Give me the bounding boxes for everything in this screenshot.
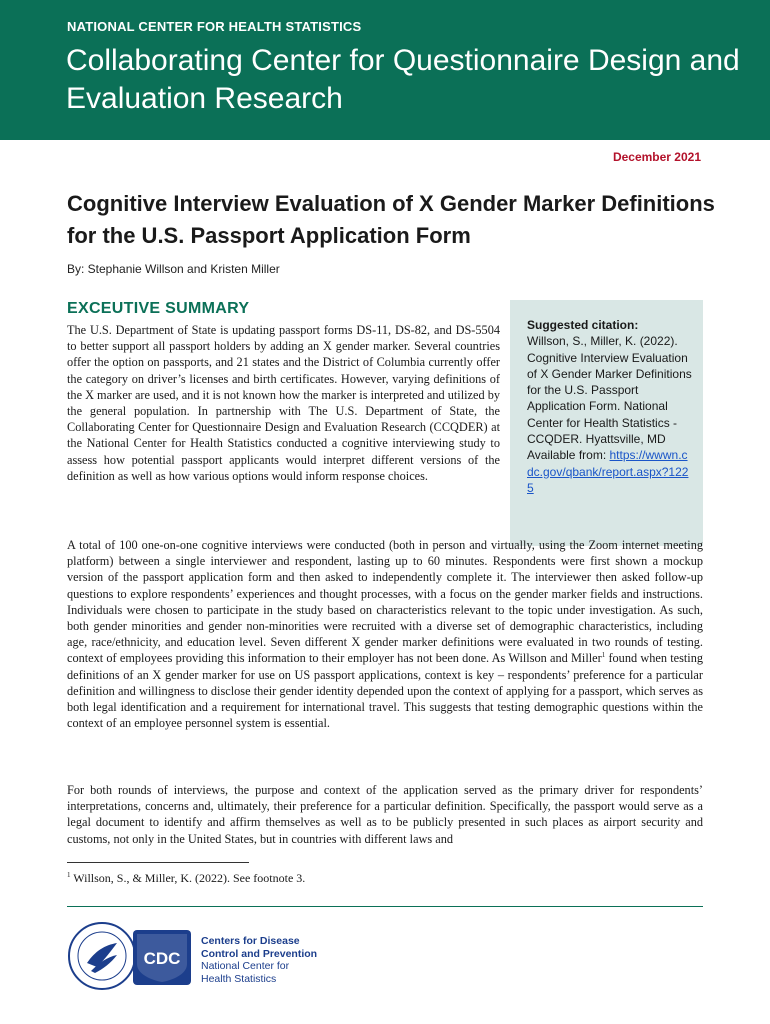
org-line-2: Control and Prevention: [201, 947, 318, 960]
paragraph-2-text-a: A total of 100 one-on-one cognitive interviews were conducted (both in person and virtually, using the Zoom internet meeting platform) between a single interviewer and respondent, lasting up to 60 minutes. Respondents were first shown a mockup version of the passport application form and then asked to independently complete it. The interviewer then asked follow-up questions to explore respondents’ experiences and thought processes, with a focus on the gender marker fields and instructions. Individuals were chosen to participate in the study based on characteristics relevant to the topic under investigation. As such, both gender minorities and gender non-minorities were recruited with a diverse set of demographic characteristics, including age, race/ethnicity, and education level. Seven different X gender marker definitions were evaluated in two rounds of testing. context of employees providing this information to their employer has not been done. As Willson and Miller: [67, 538, 703, 666]
org-line-4: Health Statistics: [201, 972, 277, 985]
publication-date: December 2021: [612, 150, 701, 164]
footnote-text: Willson, S., & Miller, K. (2022). See footnote 3.: [70, 871, 306, 885]
document-title: Cognitive Interview Evaluation of X Gender Marker Definitions for the U.S. Passport Application Form: [67, 191, 715, 248]
cdc-org-name: [201, 935, 317, 985]
executive-summary-heading: EXCEUTIVE SUMMARY: [67, 300, 250, 317]
hhs-seal-icon: [67, 921, 137, 991]
cdc-logo-icon: [133, 930, 191, 985]
summary-paragraph-2: [67, 537, 703, 731]
byline: By: Stephanie Willson and Kristen Miller: [67, 262, 280, 276]
footnote: [67, 871, 305, 886]
footnote-ref[interactable]: 1: [601, 651, 606, 660]
cdc-mark-text: CDC: [143, 949, 181, 968]
center-name: Collaborating Center for Questionnaire Design and Evaluation Research: [66, 44, 740, 115]
citation-box: [510, 300, 703, 546]
report-link[interactable]: https://wwwn.cdc.gov/qbank/report.aspx?1225: [527, 448, 689, 495]
paragraph-2-text-b: found when testing definitions of an X gender marker for use on US passport applications, context is key – respondents’ preference for a particular definition and willingness to disclose their gender identity depended upon the context of applying for a passport, which serves as both legal identification and a requirement for international travel. This suggests that testing demographic questions within the context of an employee personnel system is essential.: [67, 651, 703, 731]
citation-text: Willson, S., Miller, K. (2022). Cognitive Interview Evaluation of X Gender Marker Definitions for the U.S. Passport Application Form. National Center for Health Statistics - CCQDER. Hyattsville, MD Available from:: [527, 334, 692, 463]
summary-paragraph-1: The U.S. Department of State is updating passport forms DS-11, DS-82, and DS-5504 to better support all passport holders by adding an X gender marker. Several countries offer the option on passports, and 21 states and the District of Columbia currently offer the category on driver’s licenses and birth certificates. However, varying definitions of the X marker are used, and it is not known how the marker is interpreted and utilized by the general population. In partnership with The U.S. Department of State, the Collaborating Center for Questionnaire Design and Evaluation Research (CCQDER) at the National Center for Health Statistics conducted a cognitive interviewing study to assess how potential passport applicants would interpret different versions of the definition as well as how various options would inform response choices.: [67, 323, 500, 483]
summary-paragraph-3: For both rounds of interviews, the purpose and context of the application served as the primary driver for respondents’ interpretations, concerns and, ultimately, their preference for a particular definition. Specifically, the passport would serve as a legal document to identify and affirm themselves as well as to be publicly presented in such places as airport security and customs, not only in the United States, but in countries with different laws and: [67, 783, 703, 846]
footnote-mark: 1: [67, 871, 71, 879]
footer-divider: [67, 906, 703, 907]
org-line-3: National Center for: [201, 960, 290, 972]
org-line-1: Centers for Disease: [201, 935, 300, 947]
agency-name: NATIONAL CENTER FOR HEALTH STATISTICS: [67, 19, 362, 34]
header-banner: [0, 0, 770, 140]
footnote-divider: [67, 862, 249, 863]
citation-heading: Suggested citation:: [527, 318, 639, 332]
